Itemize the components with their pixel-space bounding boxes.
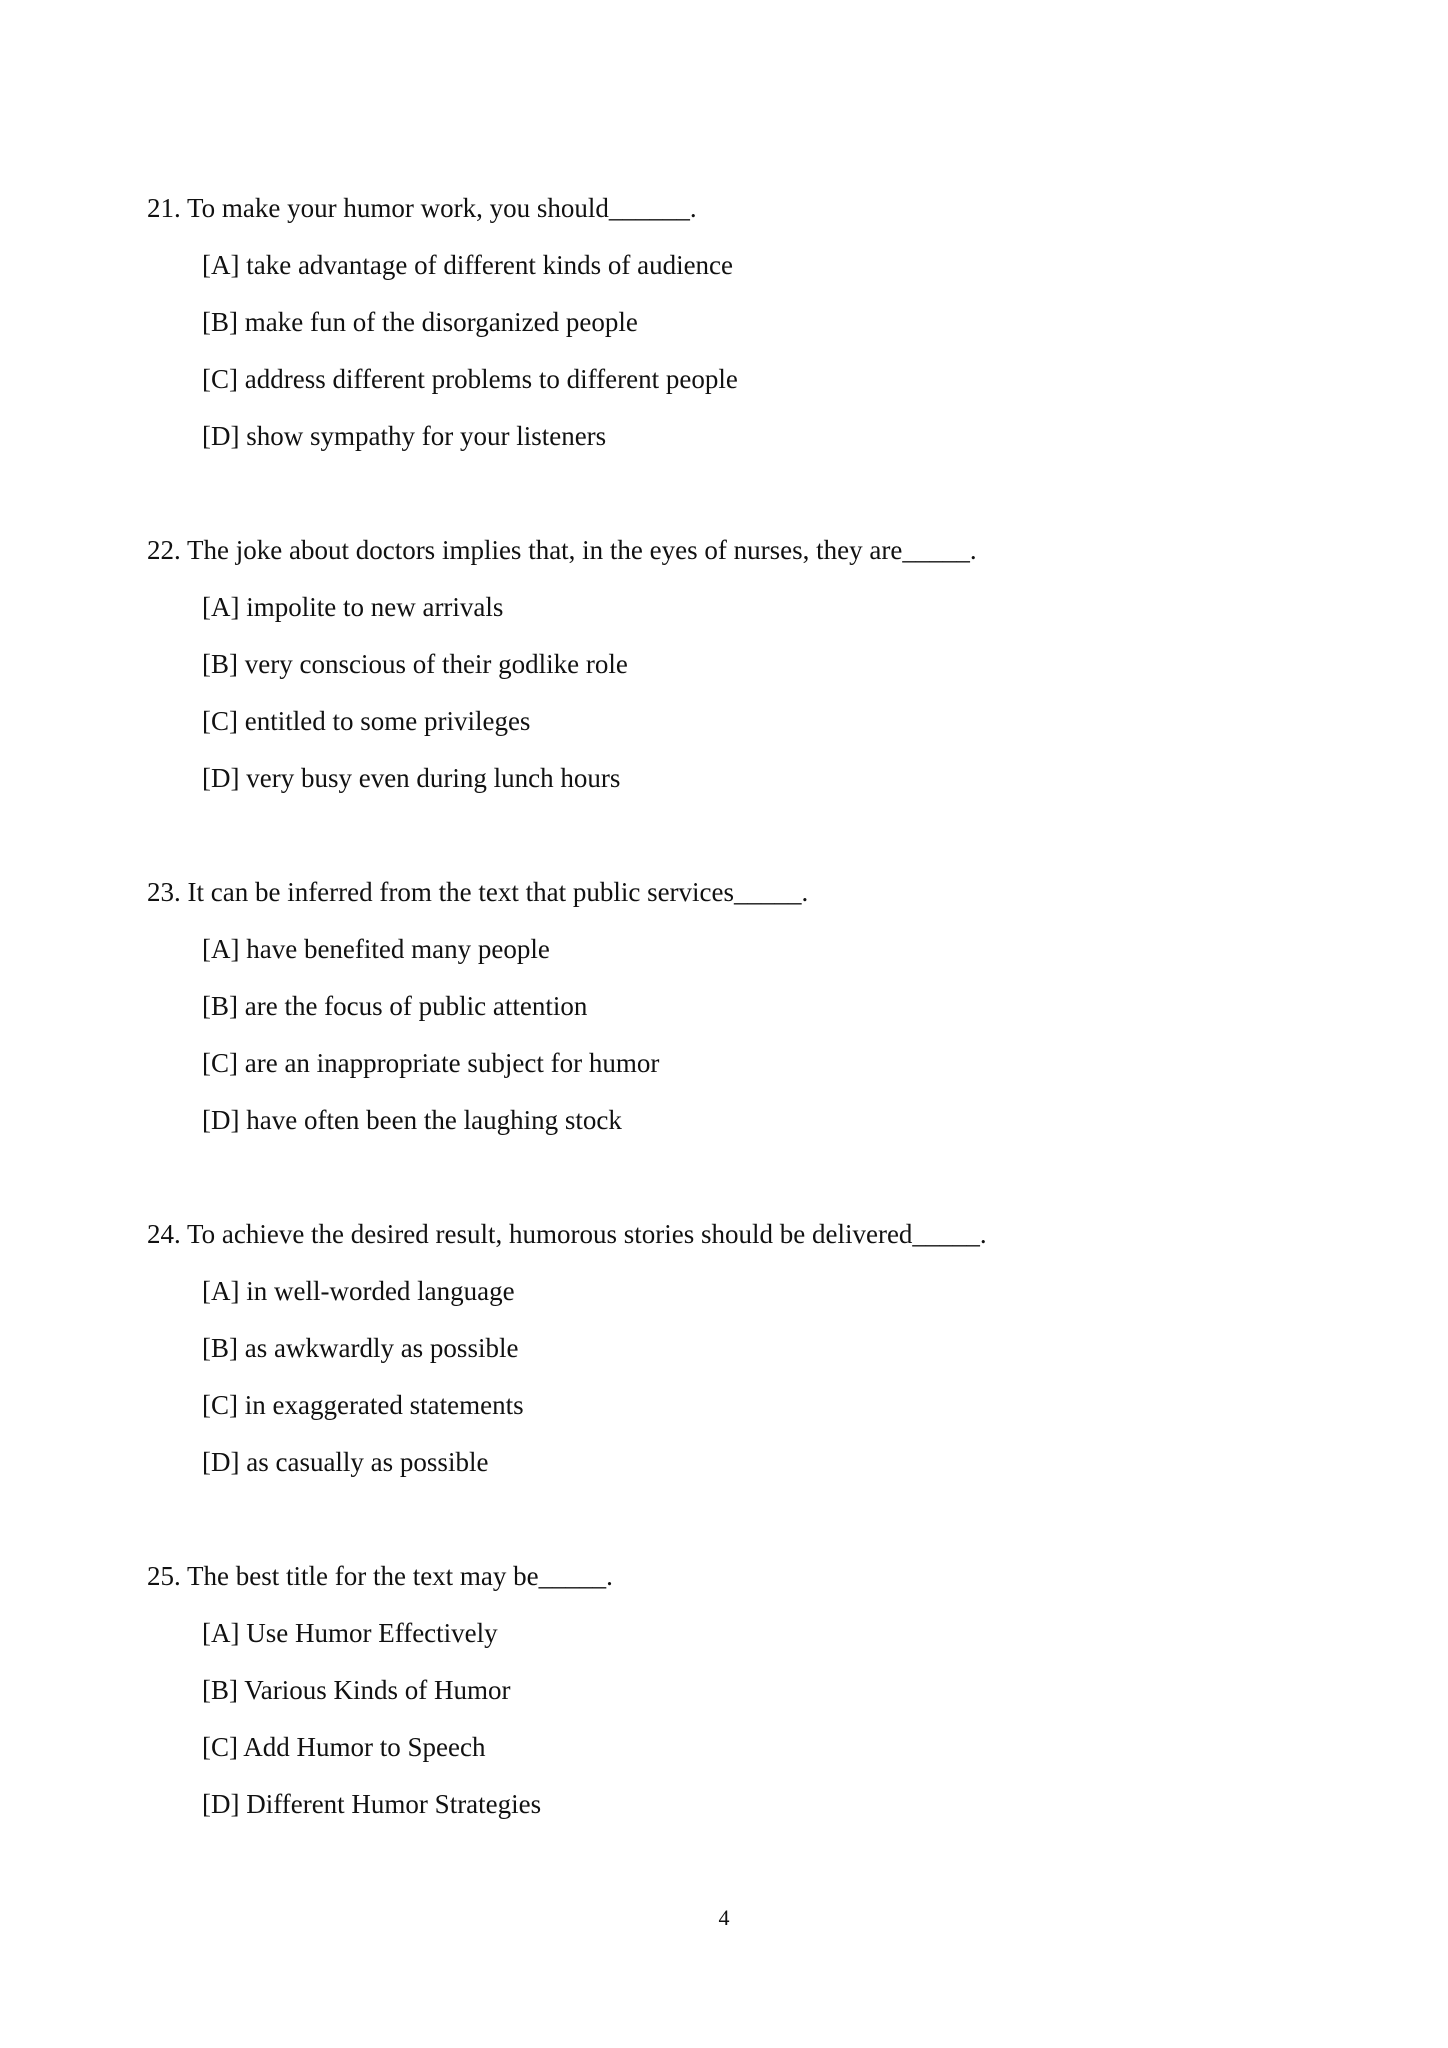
option-c: [C] entitled to some privileges xyxy=(202,706,531,736)
question-list xyxy=(147,180,1297,1890)
option-d: [D] Different Humor Strategies xyxy=(202,1789,542,1819)
question-stem: 22. The joke about doctors implies that, in the eyes of nurses, they are_____. xyxy=(147,535,977,565)
option-d: [D] as casually as possible xyxy=(202,1447,489,1477)
question-23 xyxy=(147,864,1297,1149)
option-b: [B] Various Kinds of Humor xyxy=(202,1675,511,1705)
question-21 xyxy=(147,180,1297,465)
question-25 xyxy=(147,1548,1297,1833)
option-a: [A] Use Humor Effectively xyxy=(202,1618,498,1648)
question-stem: 24. To achieve the desired result, humorous stories should be delivered_____. xyxy=(147,1219,987,1249)
option-c: [C] in exaggerated statements xyxy=(202,1390,524,1420)
option-b: [B] very conscious of their godlike role xyxy=(202,649,628,679)
option-b: [B] make fun of the disorganized people xyxy=(202,307,638,337)
option-d: [D] have often been the laughing stock xyxy=(202,1105,622,1135)
option-a: [A] impolite to new arrivals xyxy=(202,592,504,622)
question-stem: 23. It can be inferred from the text that public services_____. xyxy=(147,877,809,907)
option-a: [A] take advantage of different kinds of audience xyxy=(202,250,734,280)
option-c: [C] address different problems to different people xyxy=(202,364,738,394)
question-stem: 21. To make your humor work, you should______. xyxy=(147,193,697,223)
option-b: [B] are the focus of public attention xyxy=(202,991,588,1021)
option-a: [A] have benefited many people xyxy=(202,934,550,964)
page-number: 4 xyxy=(718,1905,730,1930)
option-d: [D] show sympathy for your listeners xyxy=(202,421,607,451)
option-c: [C] are an inappropriate subject for humor xyxy=(202,1048,660,1078)
question-22 xyxy=(147,522,1297,807)
question-24 xyxy=(147,1206,1297,1491)
question-stem: 25. The best title for the text may be_____. xyxy=(147,1561,613,1591)
option-b: [B] as awkwardly as possible xyxy=(202,1333,519,1363)
option-a: [A] in well-worded language xyxy=(202,1276,515,1306)
option-d: [D] very busy even during lunch hours xyxy=(202,763,621,793)
option-c: [C] Add Humor to Speech xyxy=(202,1732,486,1762)
